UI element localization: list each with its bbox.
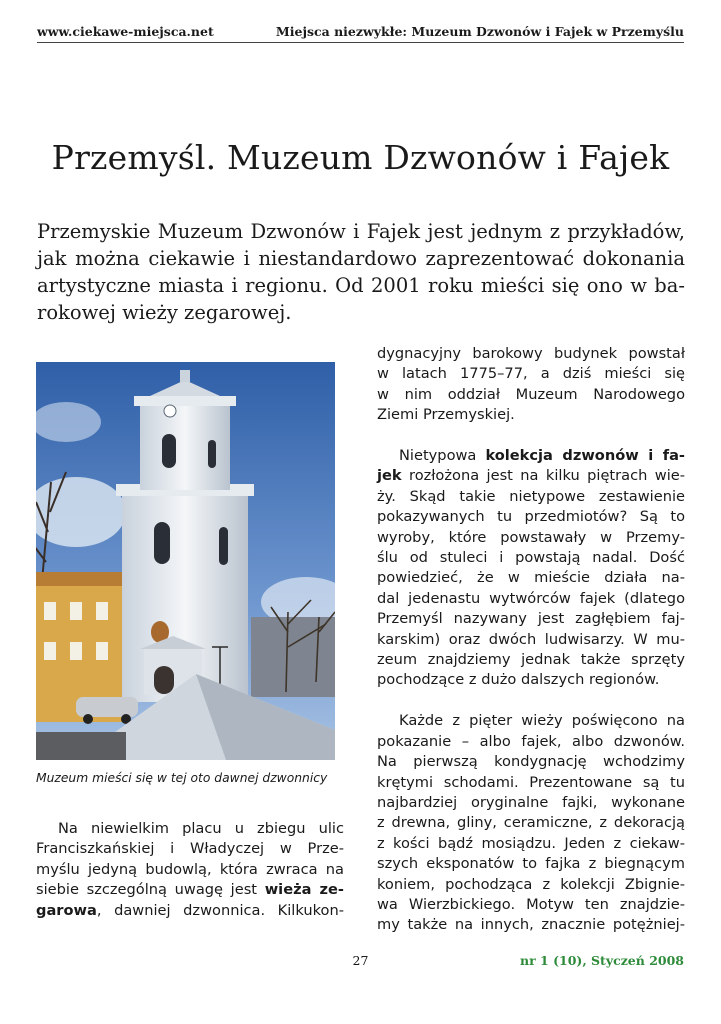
text-line: szych eksponatów to fajka z biegnącym (377, 855, 685, 873)
text-line: myślu jedyną budowlą, która zwraca na (36, 860, 344, 878)
page-number: 27 (352, 953, 369, 968)
issue-info: nr 1 (10), Styczeń 2008 (520, 953, 684, 968)
lead-line: rokowej wieży zegarowej. (37, 301, 292, 324)
text-line: wyroby, które powstawały w Przemy- (377, 528, 685, 546)
text-line: Każde z pięter wieży poświęcono na (399, 712, 685, 730)
text-line: w latach 1775–77, a dziś mieści się (377, 365, 685, 383)
text-line: dygnacyjny barokowy budynek powstał (377, 345, 685, 362)
text-line: zeum znajdziemy jednak także sprzęty (377, 651, 685, 669)
site-url[interactable]: www.ciekawe-miejsca.net (37, 24, 214, 39)
bell-tower-photo (36, 362, 335, 760)
section-title: Miejsca niezwykłe: Muzeum Dzwonów i Fajek w Przemyślu (275, 24, 684, 39)
text-line: krętymi schodami. Prezentowane są tu (377, 773, 685, 791)
text-line: Nietypowa kolekcja dzwonów i fa- (399, 447, 685, 465)
text-line: Przemyśl nazywany jest zagłębiem faj- (377, 610, 685, 628)
text-line: koniem, pochodząca z kolekcji Zbignie- (377, 875, 685, 893)
lead-line: jak można ciekawie i niestandardowo zaprezentować dokonania (37, 247, 685, 270)
bold-term: garowa (36, 901, 97, 919)
text-line: my także na innych, znacznie potężniej- (377, 916, 685, 934)
article-lead (37, 218, 685, 326)
text-line: Na pierwszą kondygnację wchodzimy (377, 753, 685, 771)
right-column (377, 344, 685, 936)
text-line: Ziemi Przemyskiej. (377, 406, 515, 424)
bold-term: jek (377, 467, 402, 485)
text-line: pokazywanych tu przedmiotów? Są to (377, 508, 685, 526)
text-line: karskim) oraz dwóch ludwisarzy. W mu- (377, 630, 685, 648)
photo-caption: Muzeum mieści się w tej oto dawnej dzwonnicy (36, 771, 328, 785)
text-line: garowa, dawniej dzwonnica. Kilkukon- (36, 901, 344, 919)
left-column (36, 819, 344, 921)
bold-term: wieża ze- (264, 881, 344, 899)
running-header (37, 22, 684, 43)
bold-term: kolekcja dzwonów i fa- (485, 447, 685, 465)
text-line: jek rozłożona jest na kilku piętrach wie- (377, 467, 685, 485)
text-line: pochodzące z dużo dalszych regionów. (377, 671, 660, 689)
text-line: w nim oddział Muzeum Narodowego (377, 385, 685, 403)
article-title: Przemyśl. Muzeum Dzwonów i Fajek (51, 138, 670, 177)
text-line: siebie szczególną uwagę jest wieża ze- (36, 881, 344, 899)
text-line: Na niewielkim placu u zbiegu ulic (58, 820, 344, 837)
text-line: najbardziej oryginalne fajki, wykonane (377, 793, 685, 811)
text-line: Franciszkańskiej i Władyczej w Prze- (36, 840, 344, 858)
text-line: z kości bądź mosiądzu. Jeden z ciekaw- (377, 834, 685, 852)
text-line: pokazanie – albo fajek, albo dzwonów. (377, 732, 685, 750)
text-line: z drewna, gliny, ceramiczne, z dekoracją (377, 814, 685, 832)
lead-line: Przemyskie Muzeum Dzwonów i Fajek jest jednym z przykładów, (37, 220, 685, 243)
text-line: powiedzieć, że w mieście działa na- (377, 569, 685, 587)
lead-line: artystyczne miasta i regionu. Od 2001 roku mieści się ono w ba- (37, 274, 685, 297)
text-line: ślu od stuleci i powstają nadal. Dość (377, 549, 685, 567)
text-line: ży. Skąd takie nietypowe zestawienie (377, 487, 685, 505)
text-line: dal jedenastu wytwórców fajek (dlatego (377, 589, 685, 607)
text-line: wa Wierzbickiego. Motyw ten znajdzie- (377, 895, 685, 913)
